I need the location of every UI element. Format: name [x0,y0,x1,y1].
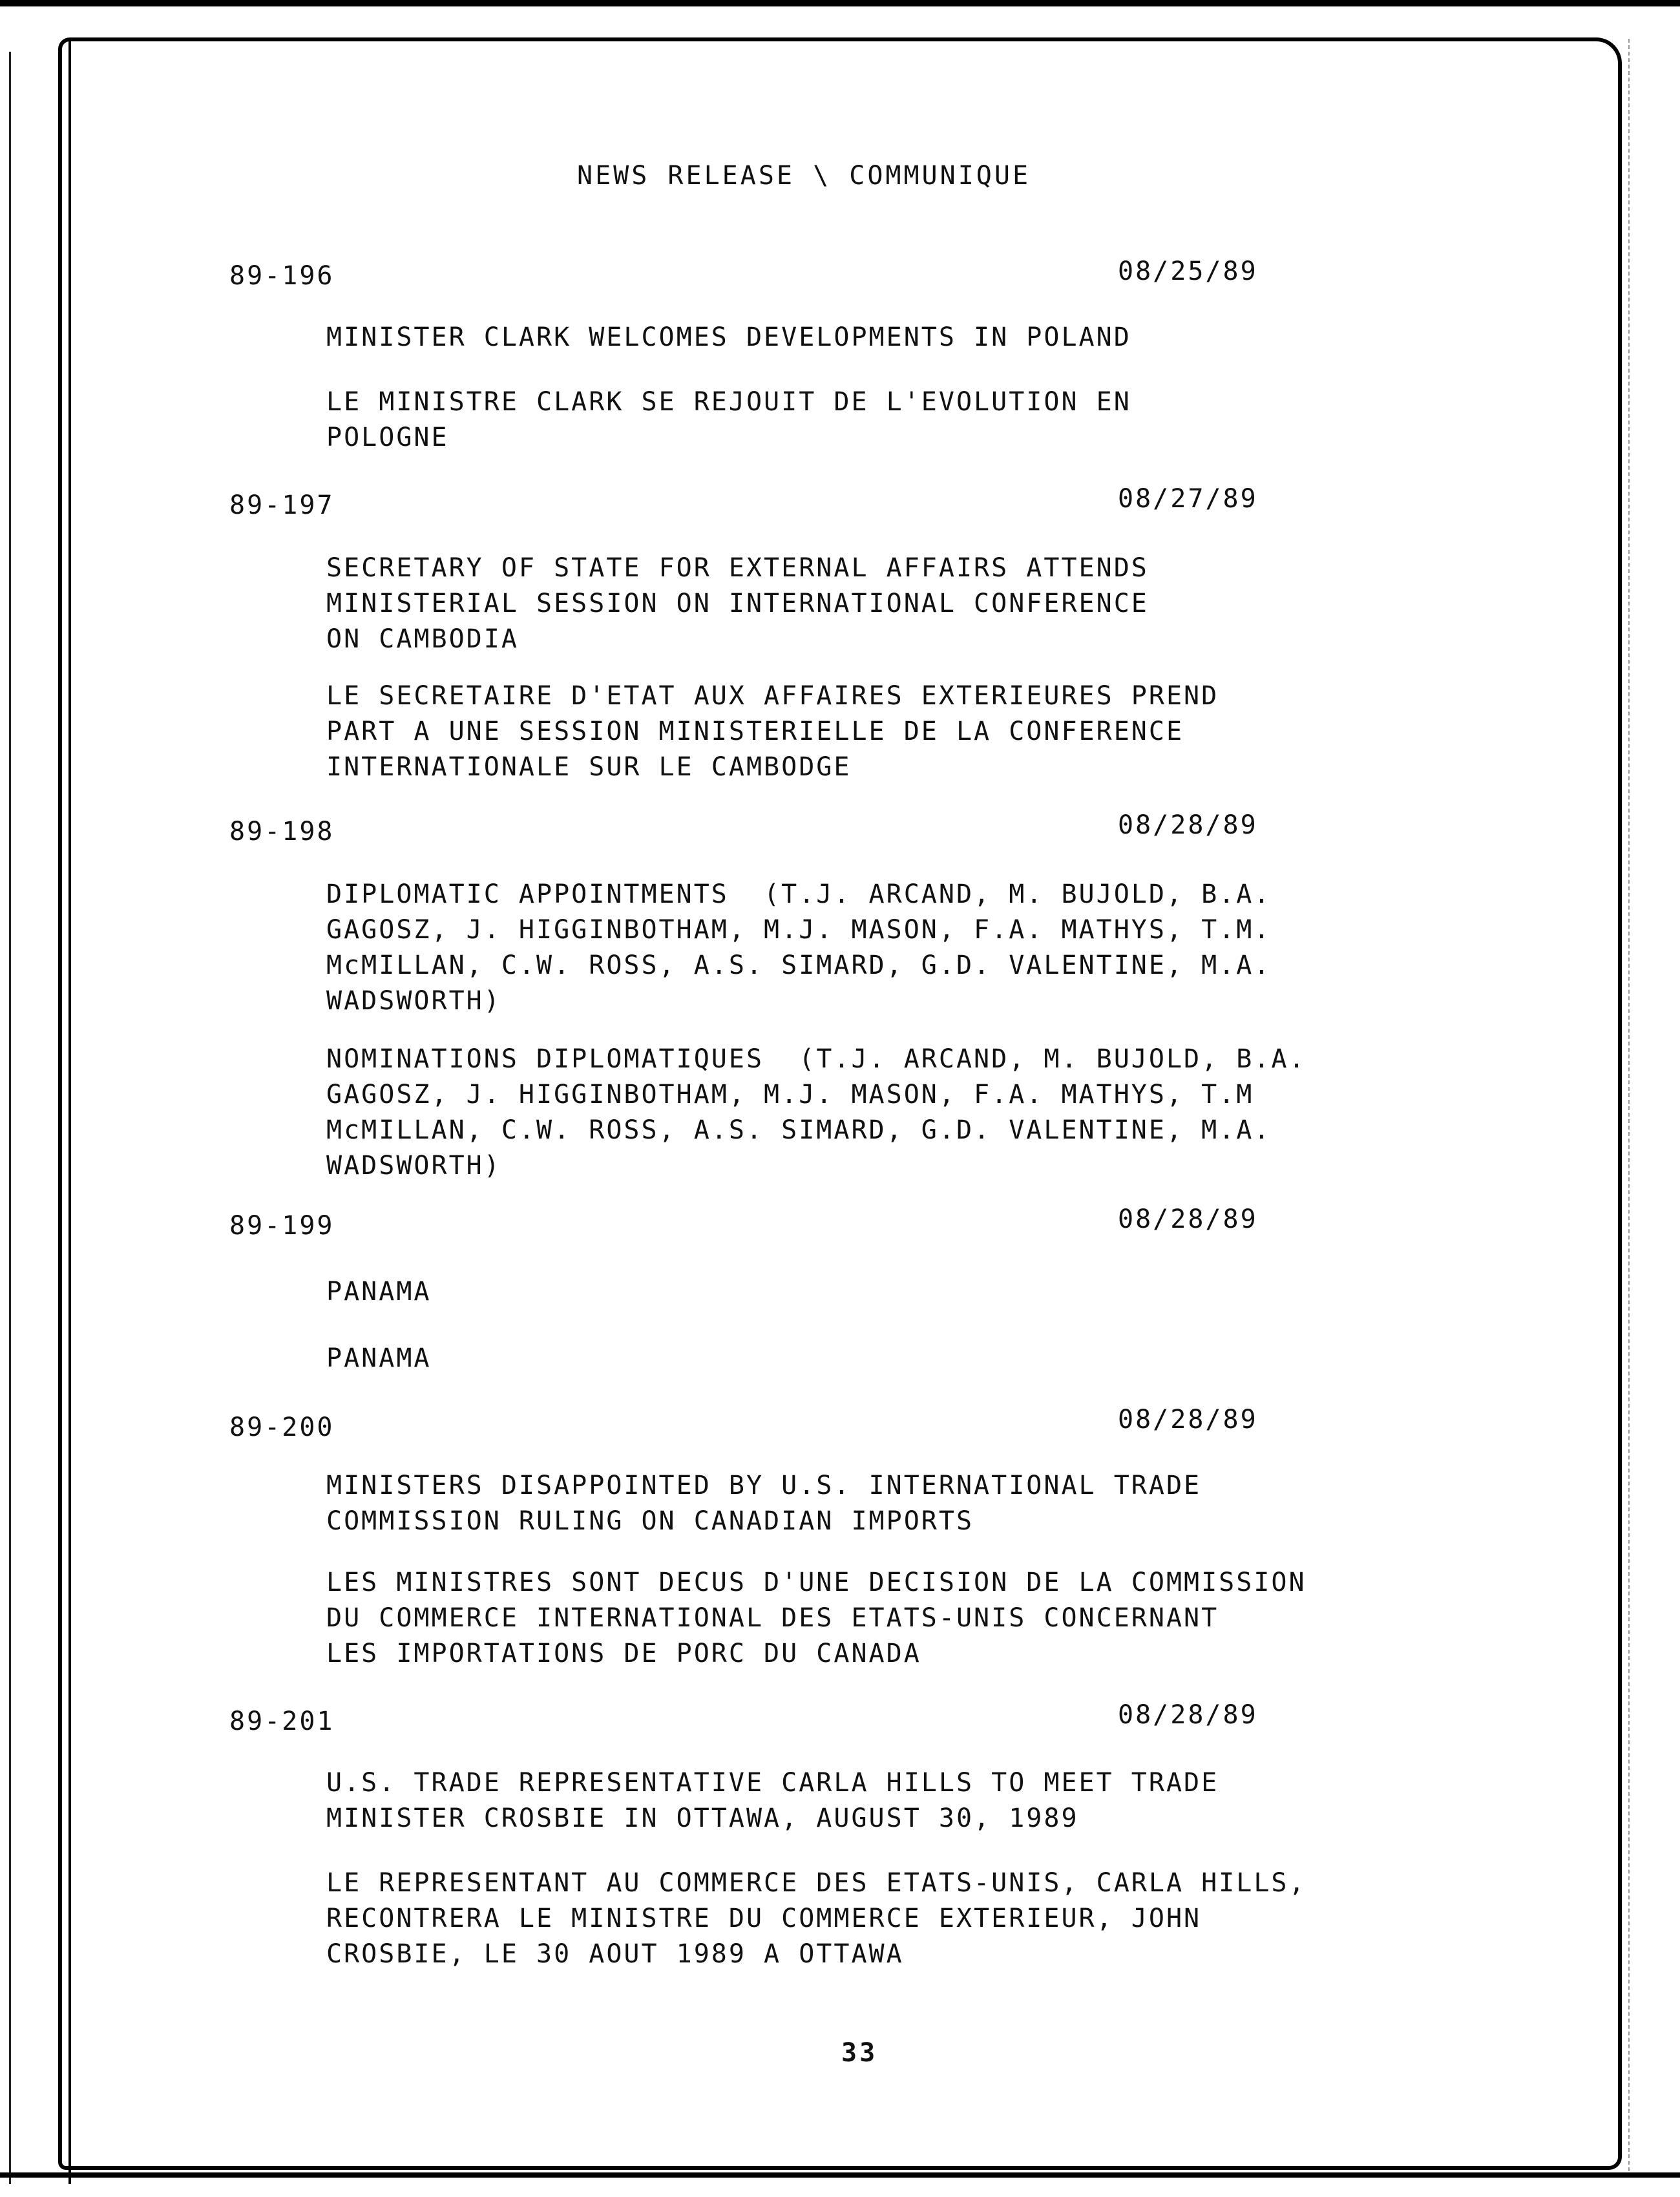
release-title-english: MINISTER CLARK WELCOMES DEVELOPMENTS IN POLAND [326,322,1131,352]
release-number: 89-196 [229,261,335,291]
scan-right-edge [1628,39,1668,2171]
release-title-french: LE SECRETAIRE D'ETAT AUX AFFAIRES EXTERIEURES PREND PART A UNE SESSION MINISTERIELLE DE LA CONFERENCE INTERNATIONALE SUR LE CAMBODGE [326,681,1219,782]
page-title: NEWS RELEASE \ COMMUNIQUE [577,161,1031,191]
release-number: 89-200 [229,1413,335,1442]
release-title-english: DIPLOMATIC APPOINTMENTS (T.J. ARCAND, M. BUJOLD, B.A. GAGOSZ, J. HIGGINBOTHAM, M.J. MASON, F.A. MATHYS, T.M. McMILLAN, C.W. ROSS, A.S. SIMARD, G.D. VALENTINE, M.A. WADSWORTH) [326,879,1272,1016]
release-title-french: PANAMA [326,1343,432,1373]
release-number: 89-197 [229,490,335,520]
release-title-english: U.S. TRADE REPRESENTATIVE CARLA HILLS TO MEET TRADE MINISTER CROSBIE IN OTTAWA, AUGUST 30, 1989 [326,1768,1219,1833]
release-date: 08/28/89 [1118,1405,1258,1435]
release-title-french: LE MINISTRE CLARK SE REJOUIT DE L'EVOLUTION EN POLOGNE [326,387,1131,452]
release-date: 08/28/89 [1118,1700,1258,1730]
release-number: 89-201 [229,1707,335,1736]
release-title-french: LES MINISTRES SONT DECUS D'UNE DECISION DE LA COMMISSION DU COMMERCE INTERNATIONAL DES ETATS-UNIS CONCERNANT LES IMPORTATIONS DE PORC DU CANADA [326,1568,1307,1668]
release-date: 08/28/89 [1118,810,1258,840]
scan-top-edge [0,0,1680,6]
release-date: 08/25/89 [1118,257,1258,286]
release-title-french: LE REPRESENTANT AU COMMERCE DES ETATS-UNIS, CARLA HILLS, RECONTRERA LE MINISTRE DU COMMERCE EXTERIEUR, JOHN CROSBIE, LE 30 AOUT 1989 A OTTAWA [326,1868,1307,1969]
release-title-english: MINISTERS DISAPPOINTED BY U.S. INTERNATIONAL TRADE COMMISSION RULING ON CANADIAN IMPORTS [326,1471,1202,1536]
scan-bottom-edge [0,2172,1680,2178]
release-title-english: PANAMA [326,1277,432,1307]
release-title-english: SECRETARY OF STATE FOR EXTERNAL AFFAIRS ATTENDS MINISTERIAL SESSION ON INTERNATIONAL CONFERENCE ON CAMBODIA [326,553,1149,654]
release-date: 08/27/89 [1118,484,1258,514]
release-number: 89-198 [229,817,335,846]
release-number: 89-199 [229,1211,335,1241]
page-number: 33 [841,2038,878,2068]
release-date: 08/28/89 [1118,1204,1258,1234]
release-title-french: NOMINATIONS DIPLOMATIQUES (T.J. ARCAND, M. BUJOLD, B.A. GAGOSZ, J. HIGGINBOTHAM, M.J. MASON, F.A. MATHYS, T.M McMILLAN, C.W. ROSS, A.S. SIMARD, G.D. VALENTINE, M.A. WADSWORTH) [326,1044,1307,1181]
